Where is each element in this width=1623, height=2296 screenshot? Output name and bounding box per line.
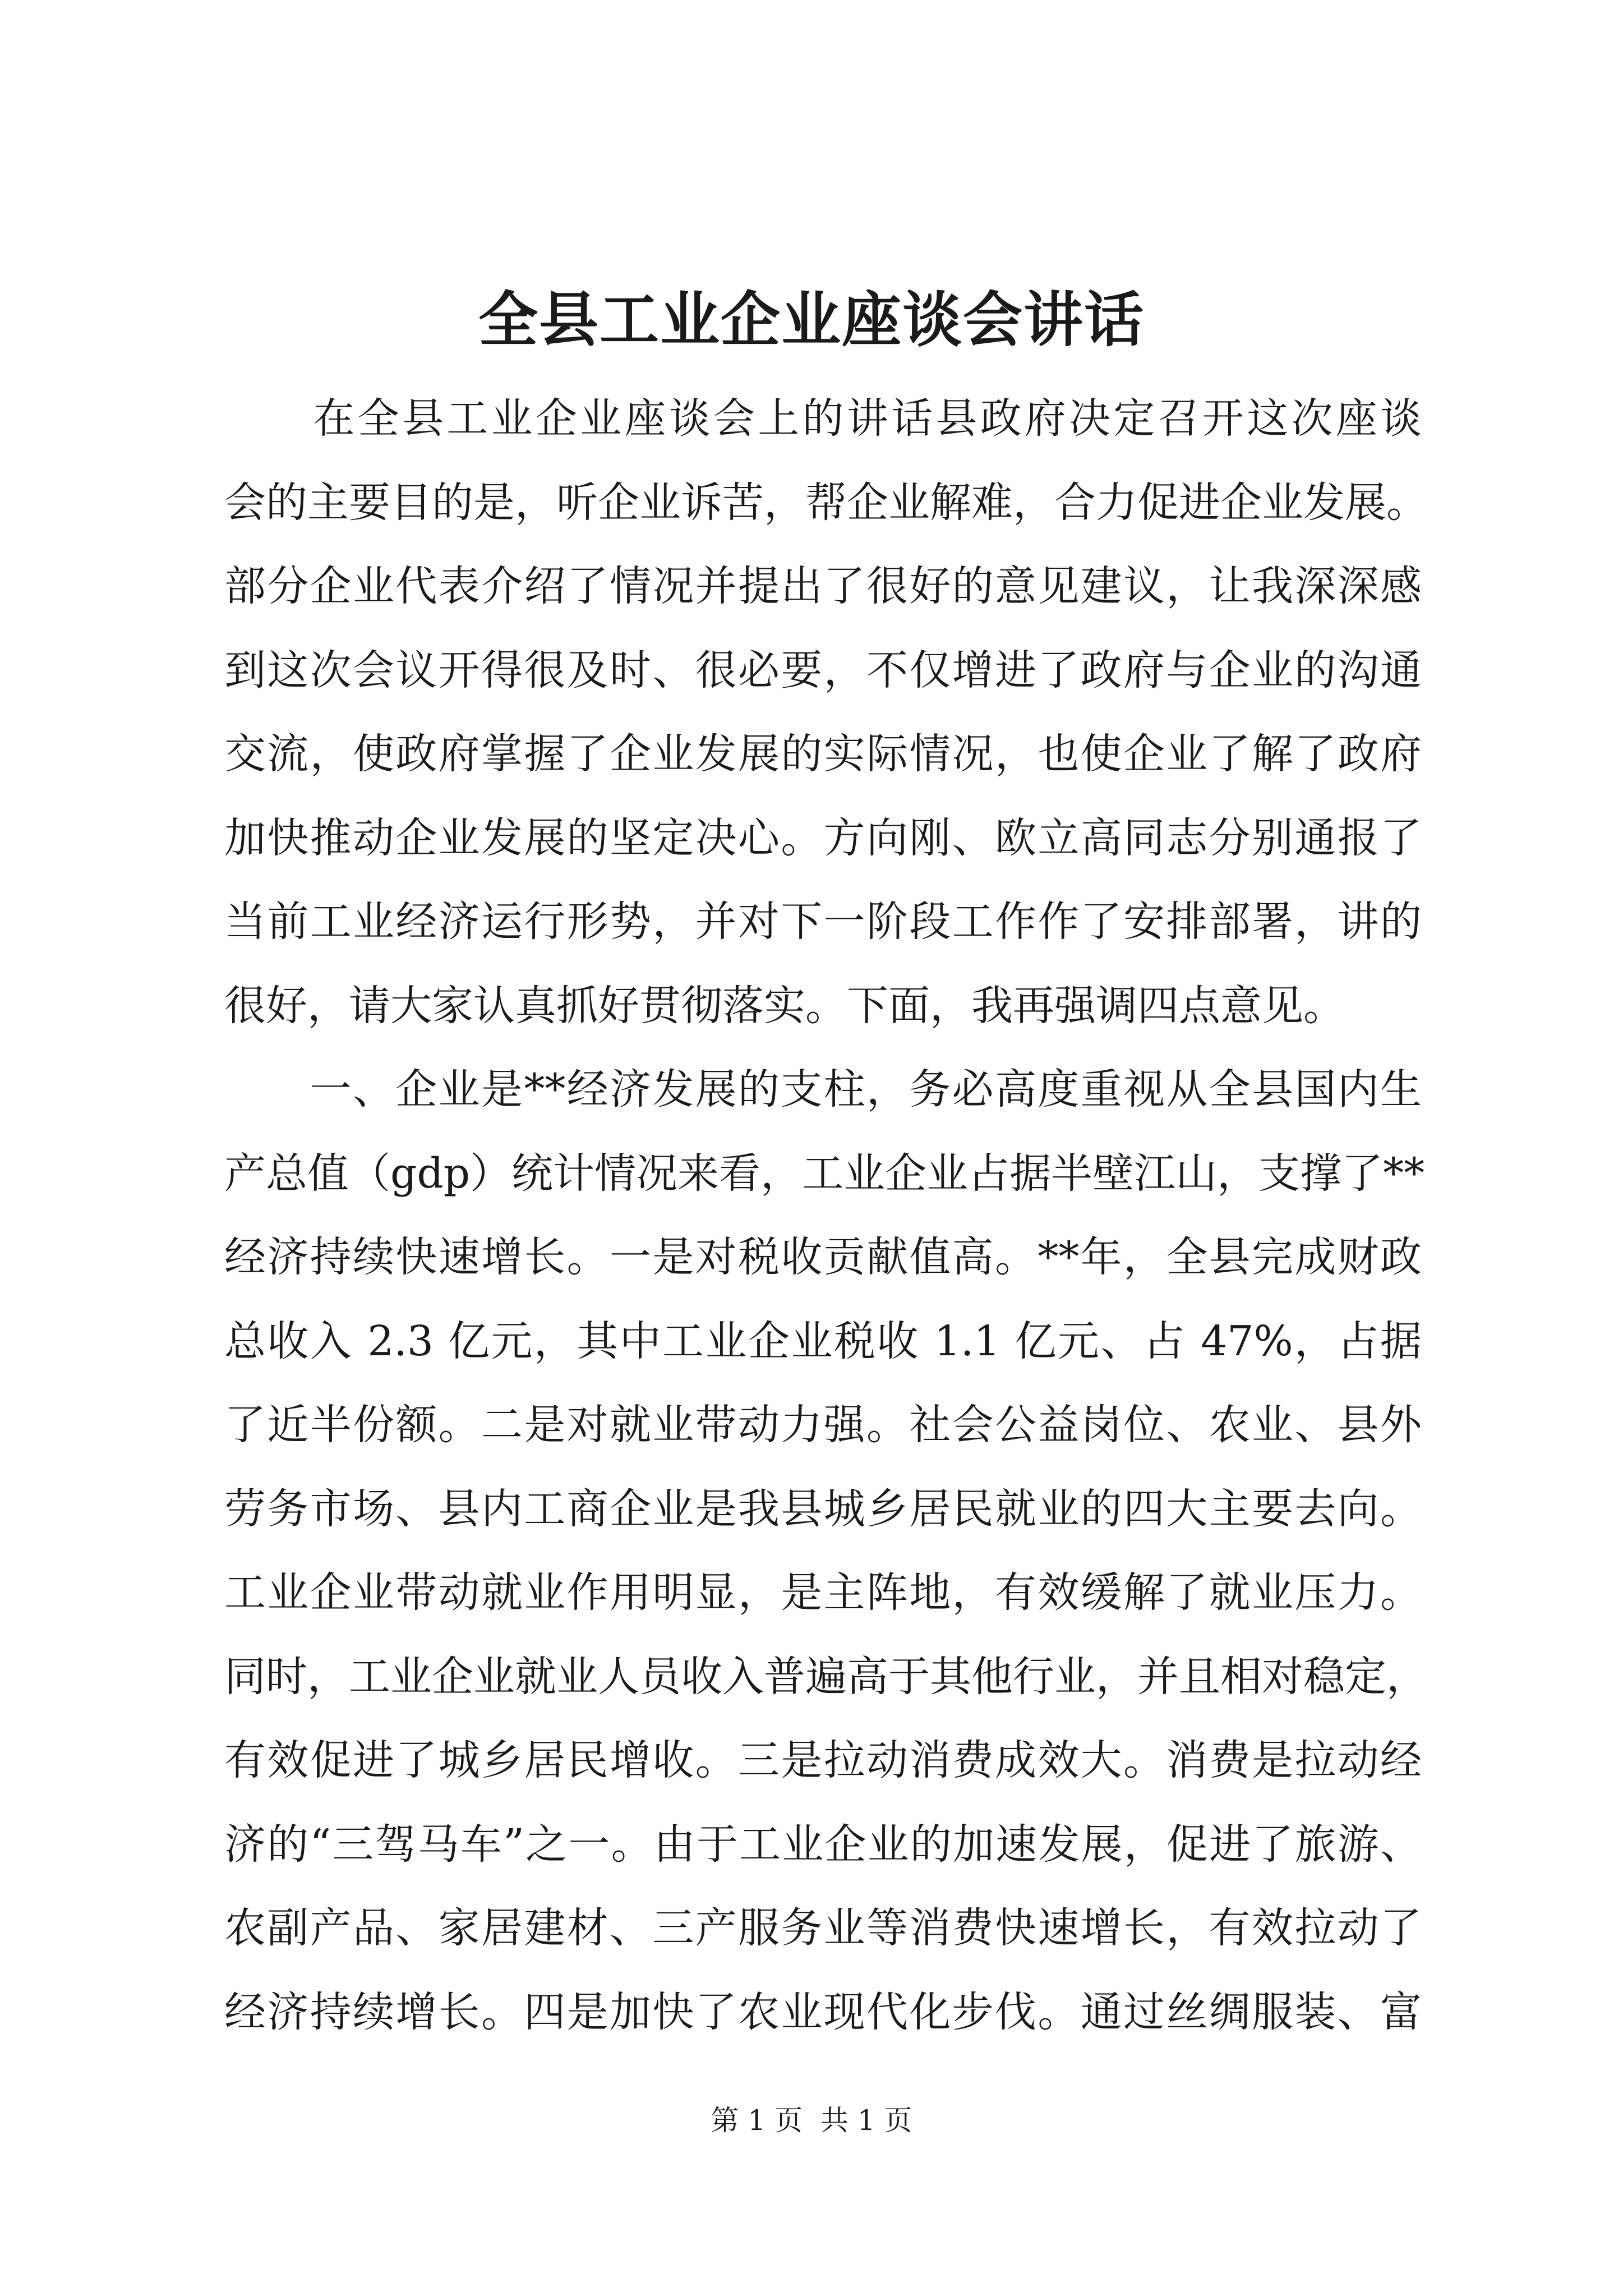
body-line: 工业企业带动就业作用明显，是主阵地，有效缓解了就业压力。 — [224, 1568, 1422, 1617]
body-line: 在全县工业企业座谈会上的讲话县政府决定召开这次座谈 — [224, 394, 1422, 443]
body-line: 产总值（gdp）统计情况来看，工业企业占据半壁江山，支撑了** — [224, 1149, 1425, 1198]
body-line: 加快推动企业发展的坚定决心。方向刚、欧立高同志分别通报了 — [224, 813, 1422, 862]
body-line: 当前工业经济运行形势，并对下一阶段工作作了安排部署，讲的 — [224, 898, 1422, 946]
body-line: 到这次会议开得很及时、很必要，不仅增进了政府与企业的沟通 — [224, 646, 1422, 694]
document-body — [224, 377, 1428, 2054]
body-line: 交流，使政府掌握了企业发展的实际情况，也使企业了解了政府 — [224, 730, 1422, 778]
document-title: 全县工业企业座谈会讲话 — [478, 284, 1145, 355]
body-line: 劳务市场、县内工商企业是我县城乡居民就业的四大主要去向。 — [224, 1484, 1422, 1533]
body-line: 很好，请大家认真抓好贯彻落实。下面，我再强调四点意见。 — [224, 981, 1345, 1030]
body-line: 经济持续增长。四是加快了农业现代化步伐。通过丝绸服装、富 — [224, 1987, 1422, 2036]
body-line: 了近半份额。二是对就业带动力强。社会公益岗位、农业、县外 — [224, 1401, 1422, 1449]
body-line: 会的主要目的是，听企业诉苦，帮企业解难，合力促进企业发展。 — [224, 478, 1428, 527]
body-line: 济的“三驾马车”之一。由于工业企业的加速发展，促进了旅游、 — [224, 1820, 1422, 1869]
body-line: 同时，工业企业就业人员收入普遍高于其他行业，并且相对稳定， — [224, 1652, 1428, 1701]
page-number-footer: 第 1 页 共 1 页 — [711, 2104, 912, 2137]
body-line: 农副产品、家居建材、三产服务业等消费快速增长，有效拉动了 — [224, 1904, 1422, 1952]
body-line: 部分企业代表介绍了情况并提出了很好的意见建议，让我深深感 — [224, 562, 1422, 610]
body-line: 经济持续快速增长。一是对税收贡献值高。**年，全县完成财政 — [224, 1233, 1422, 1281]
body-line: 总收入 2.3 亿元，其中工业企业税收 1.1 亿元、占 47%，占据 — [224, 1317, 1422, 1365]
body-line: 有效促进了城乡居民增收。三是拉动消费成效大。消费是拉动经 — [224, 1736, 1422, 1784]
body-line: 一、企业是**经济发展的支柱，务必高度重视从全县国内生 — [224, 1065, 1422, 1114]
